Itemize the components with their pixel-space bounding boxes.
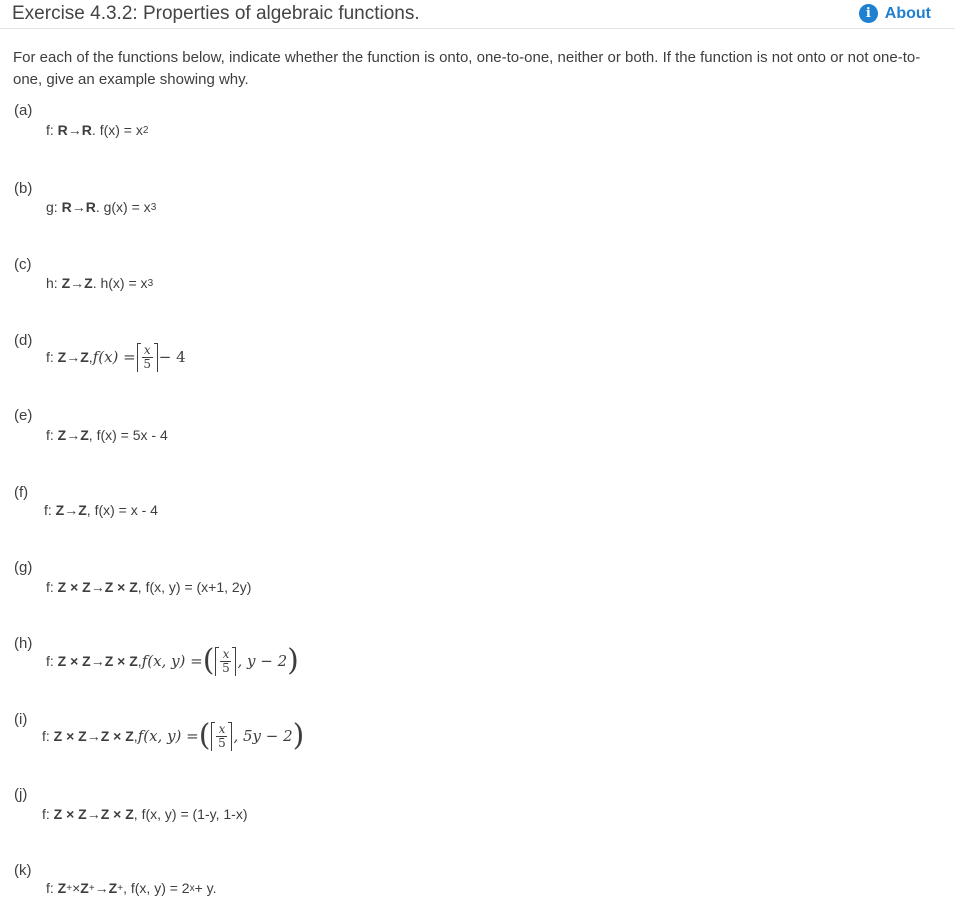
part-label-b: (b) (14, 180, 33, 197)
fraction: $\frac{x}{5}$ (143, 342, 152, 371)
ceiling-expression (210, 723, 233, 750)
function-b: g: R → R . g(x) = x 3 (46, 199, 157, 215)
part-label-d: (d) (14, 332, 33, 349)
part-label-h: (h) (14, 635, 33, 652)
function-k: f: Z + × Z + → Z + , f(x, y) = 2 x + y. (46, 880, 217, 896)
function-j: f: Z × Z → Z × Z , f(x, y) = (1-y, 1-x) (42, 806, 248, 822)
part-label-e: (e) (14, 407, 33, 424)
function-c: h: Z → Z . h(x) = x 3 (46, 275, 154, 291)
about-label: About (884, 4, 931, 22)
info-icon: i (859, 4, 878, 23)
ceiling-expression (136, 344, 159, 371)
function-i: f: Z × Z → Z × Z , f(x, y) = ( $\frac{x}{5}$ , 5y − 2 ) (42, 718, 305, 753)
part-label-k: (k) (14, 862, 32, 879)
instructions: For each of the functions below, indicate whether the function is onto, one-to-one, neither or both. If the function is not onto or not one-to-one, give an example showing why. (13, 49, 921, 88)
fraction: $\frac{x}{5}$ (218, 721, 226, 750)
function-h: f: Z × Z → Z × Z , f(x, y) = ( $\frac{x}{5}$ , y − 2 ) (46, 643, 299, 678)
function-a: f: R → R . f(x) = x 2 (46, 122, 149, 138)
function-d: f: Z → Z , f(x) = $\frac{x}{5}$ − 4 (46, 342, 186, 371)
header (0, 0, 955, 29)
function-f: f: Z → Z , f(x) = x - 4 (44, 502, 158, 518)
function-e: f: Z → Z , f(x) = 5x - 4 (46, 427, 168, 443)
part-label-i: (i) (14, 711, 28, 728)
part-label-g: (g) (14, 559, 33, 576)
part-label-a: (a) (14, 102, 33, 119)
about-button[interactable] (859, 4, 931, 23)
ceiling-expression (214, 648, 237, 675)
page-title: Exercise 4.3.2: Properties of algebraic functions. (12, 3, 420, 24)
part-label-f: (f) (14, 484, 29, 501)
fraction: $\frac{x}{5}$ (222, 646, 230, 675)
part-label-j: (j) (14, 786, 28, 803)
function-g: f: Z × Z → Z × Z , f(x, y) = (x+1, 2y) (46, 579, 252, 595)
part-label-c: (c) (14, 256, 32, 273)
